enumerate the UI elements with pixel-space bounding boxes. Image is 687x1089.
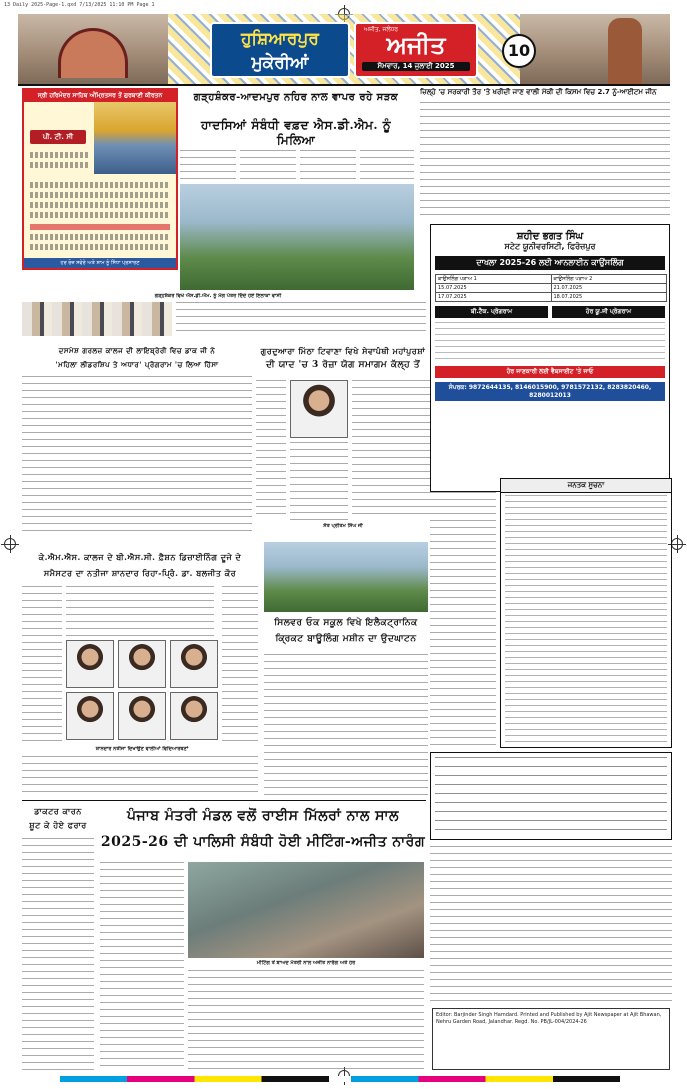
- brand-box: [354, 22, 478, 78]
- page-number: 10: [502, 34, 536, 68]
- table-cell: 17.07.2025: [436, 293, 552, 302]
- student-photo: [118, 640, 166, 688]
- brand-small: ਅਜੀਤ, ਜਲੰਧਰ: [364, 26, 399, 33]
- story4-caption: ਸ਼ਾਨਦਾਰ ਨਤੀਜਾ ਦਿਖਾਉਣ ਵਾਲੀਆਂ ਵਿਦਿਆਰਥਣਾਂ: [95, 746, 189, 752]
- story1-column: [360, 150, 414, 180]
- masthead-photo-left: [18, 14, 168, 84]
- edition-title-line1: ਹੁਸ਼ਿਆਰਪੁਰ: [241, 29, 319, 49]
- table-cell: ਕਾਉਂਸਲਿੰਗ ਪੜਾਅ 1: [436, 275, 552, 284]
- story4-text: [66, 586, 214, 636]
- story7-headline-1: ਪੰਜਾਬ ਮੰਤਰੀ ਮੰਡਲ ਵਲੋਂ ਰਾਈਸ ਮਿੱਲਰਾਂ ਨਾਲ ਸਾਲ: [127, 808, 399, 824]
- masthead-photo-right: [520, 14, 670, 84]
- uni-prog-btech: ਬੀ.ਟੈਕ. ਪ੍ਰੋਗਰਾਮ: [435, 306, 548, 318]
- uni-schedule-table: [435, 274, 667, 302]
- table-cell: ਕਾਉਂਸਲਿੰਗ ਪੜਾਅ 2: [551, 275, 667, 284]
- story3-headline-2: ਦੀ ਯਾਦ 'ਚ 3 ਰੋਜ਼ਾ ਯੋਗ ਸਮਾਗਮ ਕੱਲ੍ਹ ਤੋਂ: [265, 360, 421, 370]
- registration-mark: [671, 538, 683, 550]
- story5-headline-1: ਸਿਲਵਰ ਓਕ ਸਕੂਲ ਵਿਖੇ ਇਲੈਕਟ੍ਰਾਨਿਕ: [274, 618, 418, 628]
- story5-headline-2: ਕ੍ਰਿਕਟ ਬਾਊਲਿੰਗ ਮਸ਼ੀਨ ਦਾ ਉਦਘਾਟਨ: [275, 634, 417, 644]
- notice-side-text: [430, 492, 496, 748]
- story4-text: [222, 586, 258, 746]
- story4-headline-1: ਕੇ.ਐਮ.ਐਸ. ਕਾਲਜ ਦੇ ਬੀ.ਐਸ.ਸੀ. ਫ਼ੈਸ਼ਨ ਡਿਜ਼ਾਈਨਿੰਗ ਦੂਜੇ ਦੇ: [38, 552, 242, 562]
- edition-title-line2: ਮੁਕੇਰੀਆਂ: [251, 53, 309, 73]
- brand-name: ਅਜੀਤ: [386, 31, 446, 59]
- story4-text-bottom: [22, 756, 258, 796]
- story3-headline-1: ਗੁਰਦੁਆਰਾ ਮਿੱਠਾ ਟਿਵਾਣਾ ਵਿਖੇ ਸੇਵਾਪੰਥੀ ਮਹਾਂਪੁਰਸ਼ਾਂ: [260, 346, 426, 356]
- story6-headline-2: ਸ਼ੂਟ ਕੇ ਹੋਏ ਫਰਾਰ: [29, 820, 87, 830]
- table-cell: 21.07.2025: [551, 284, 667, 293]
- table-cell: 18.07.2025: [551, 293, 667, 302]
- story1-photo: [180, 184, 414, 290]
- story5-text: [264, 654, 428, 796]
- story6-text: [22, 838, 94, 1070]
- story7-caption: ਮੀਟਿੰਗ ਤੋਂ ਬਾਅਦ ਮੰਤਰੀ ਨਾਲ ਅਜੀਤ ਨਾਰੰਗ ਅਤੇ ਹੋਰ: [256, 960, 356, 966]
- edition-title: [210, 22, 350, 78]
- story-top-right-text: [420, 102, 670, 220]
- ad-gurbani-kirtan: [22, 88, 178, 270]
- story4-headline-2: ਸਮੈਸਟਰ ਦਾ ਨਤੀਜਾ ਸ਼ਾਨਦਾਰ ਰਿਹਾ-ਪ੍ਰਿੰ. ਡਾ. ਬਲਜੀਤ ਕੌਰ: [43, 568, 237, 578]
- ad-header: ਸ੍ਰੀ ਹਰਿਮੰਦਰ ਸਾਹਿਬ ਅੰਮ੍ਰਿਤਸਰ ਤੋਂ ਗੁਰਬਾਣੀ ਕੀਰਤਨ: [24, 90, 176, 102]
- masthead: [18, 14, 670, 86]
- uni-subtitle: ਸਟੇਟ ਯੂਨੀਵਰਸਿਟੀ, ਫਿਰੋਜ਼ਪੁਰ: [504, 242, 596, 251]
- story1-headline-2: ਹਾਦਸਿਆਂ ਸੰਬੰਧੀ ਵਫ਼ਦ ਐਸ.ਡੀ.ਐਮ. ਨੂੰ ਮਿਲਿਆ: [200, 118, 392, 147]
- uni-banner: ਦਾਖਲਾ 2025-26 ਲਈ ਆਨਲਾਈਨ ਕਾਉਂਸਲਿੰਗ: [435, 256, 665, 270]
- uni-contact: ਸੰਪਰਕ: 9872644135, 8146015900, 9781572132, 8283820460, 8280012013: [435, 382, 665, 401]
- story1-column: [300, 150, 356, 180]
- table-cell: 15.07.2025: [436, 284, 552, 293]
- story5-photo: [264, 542, 428, 612]
- story3-caption: ਸੰਤ ਪ੍ਰੀਤਮ ਸਿੰਘ ਜੀ: [323, 523, 363, 529]
- story2-text: [22, 376, 252, 532]
- story1-headline-1: ਗੜ੍ਹਸ਼ੰਕਰ-ਆਦਮਪੁਰ ਨਹਿਰ ਨਾਲ ਵਾਪਰ ਰਹੇ ਸੜਕ: [193, 92, 399, 103]
- print-line: 13 Daily 2025-Page-1.qxd 7/13/2025 11:10 PM Page 1: [4, 2, 155, 8]
- registration-mark: [4, 538, 16, 550]
- uni-title: ਸ਼ਹੀਦ ਭਗਤ ਸਿੰਘ: [516, 231, 584, 242]
- color-registration-strip: [60, 1076, 620, 1082]
- story1-column: [240, 150, 296, 180]
- story2-headline-2: 'ਮਹਿਲਾ ਲੀਡਰਸ਼ਿਪ ਤੇ ਅਧਾਰ' ਪ੍ਰੋਗਰਾਮ 'ਚ ਲਿਆ ਹਿੱਸਾ: [55, 360, 219, 369]
- story4-text: [22, 586, 62, 746]
- story3-text: [290, 442, 348, 520]
- student-photo: [66, 640, 114, 688]
- story1-caption: ਗੜ੍ਹਸ਼ੰਕਰ ਵਿਖੇ ਐਸ.ਡੀ.ਐਮ. ਨੂੰ ਮੰਗ ਪੱਤਰ ਦਿੰਦੇ ਹੋਏ ਇਲਾਕਾ ਵਾਸੀ: [154, 293, 282, 299]
- student-photo: [170, 692, 218, 740]
- imprint-box: Editor: Barjinder Singh Hamdard. Printed and Published by Ajit Newspaper at Ajit Bhawan, Nehru Garden Road, Jalandhar. Regd. No. PB/JL-004/2024-26: [432, 1008, 670, 1070]
- uni-prog-ug: ਹੋਰ ਯੂ.ਜੀ ਪ੍ਰੋਗਰਾਮ: [552, 306, 665, 318]
- story3-text: [256, 380, 286, 520]
- ad-badge: ਪੀ. ਟੀ. ਸੀ: [30, 130, 86, 144]
- story7-text-right: [430, 846, 672, 1004]
- student-photo: [66, 692, 114, 740]
- story7-text: [100, 862, 184, 1070]
- golden-temple-photo: [94, 102, 176, 174]
- student-photo: [170, 640, 218, 688]
- notice-header: ਜਨਤਕ ਸੂਚਨਾ: [501, 479, 671, 493]
- uni-note: ਹੋਰ ਜਾਣਕਾਰੀ ਲਈ ਵੈਬਸਾਈਟ 'ਤੇ ਜਾਓ: [435, 366, 665, 378]
- story7-headline-2: 2025-26 ਦੀ ਪਾਲਿਸੀ ਸੰਬੰਧੀ ਹੋਈ ਮੀਟਿੰਗ-ਅਜੀਤ ਨਾਰੰਗ: [100, 834, 426, 850]
- story3-portrait: [290, 380, 348, 438]
- story7-photo: [188, 862, 424, 958]
- story-top-right-headline: ਜ਼ਿਲ੍ਹੇ 'ਚ ਸਰਕਾਰੀ ਤੌਰ 'ਤੇ ਖਰੀਦੀ ਜਾਣ ਵਾਲੀ ਮੱਕੀ ਦੀ ਕਿਸਮ ਵਿਚ 2.7 ਨੂੰ-ਆਈਟਮ ਜੀਨ: [420, 88, 657, 96]
- story3-text: [352, 380, 430, 520]
- issue-date: ਸੋਮਵਾਰ, 14 ਜੁਲਾਈ 2025: [362, 62, 470, 71]
- event-photo: [22, 302, 172, 336]
- story1-continued-text: [176, 302, 426, 336]
- story6-headline-1: ਡਾਕਟਰ ਕਾਰਨ: [34, 806, 82, 816]
- public-notice: [500, 478, 672, 748]
- ad-footer: ਹਰ ਰੋਜ਼ ਸਵੇਰੇ ਅਤੇ ਸ਼ਾਮ ਨੂੰ ਸਿੱਧਾ ਪ੍ਰਸਾਰਣ: [24, 258, 176, 268]
- student-photo: [118, 692, 166, 740]
- story2-headline-1: ਦਸਮੇਸ਼ ਗਰਲਜ਼ ਕਾਲਜ ਦੀ ਲਾਇਬ੍ਰੇਰੀ ਵਿਚ ਡਾਕ ਜੀ ਨੇ: [58, 346, 216, 355]
- ad-university: [430, 224, 670, 492]
- notice-form: [430, 752, 672, 840]
- story7-text: [188, 970, 424, 1070]
